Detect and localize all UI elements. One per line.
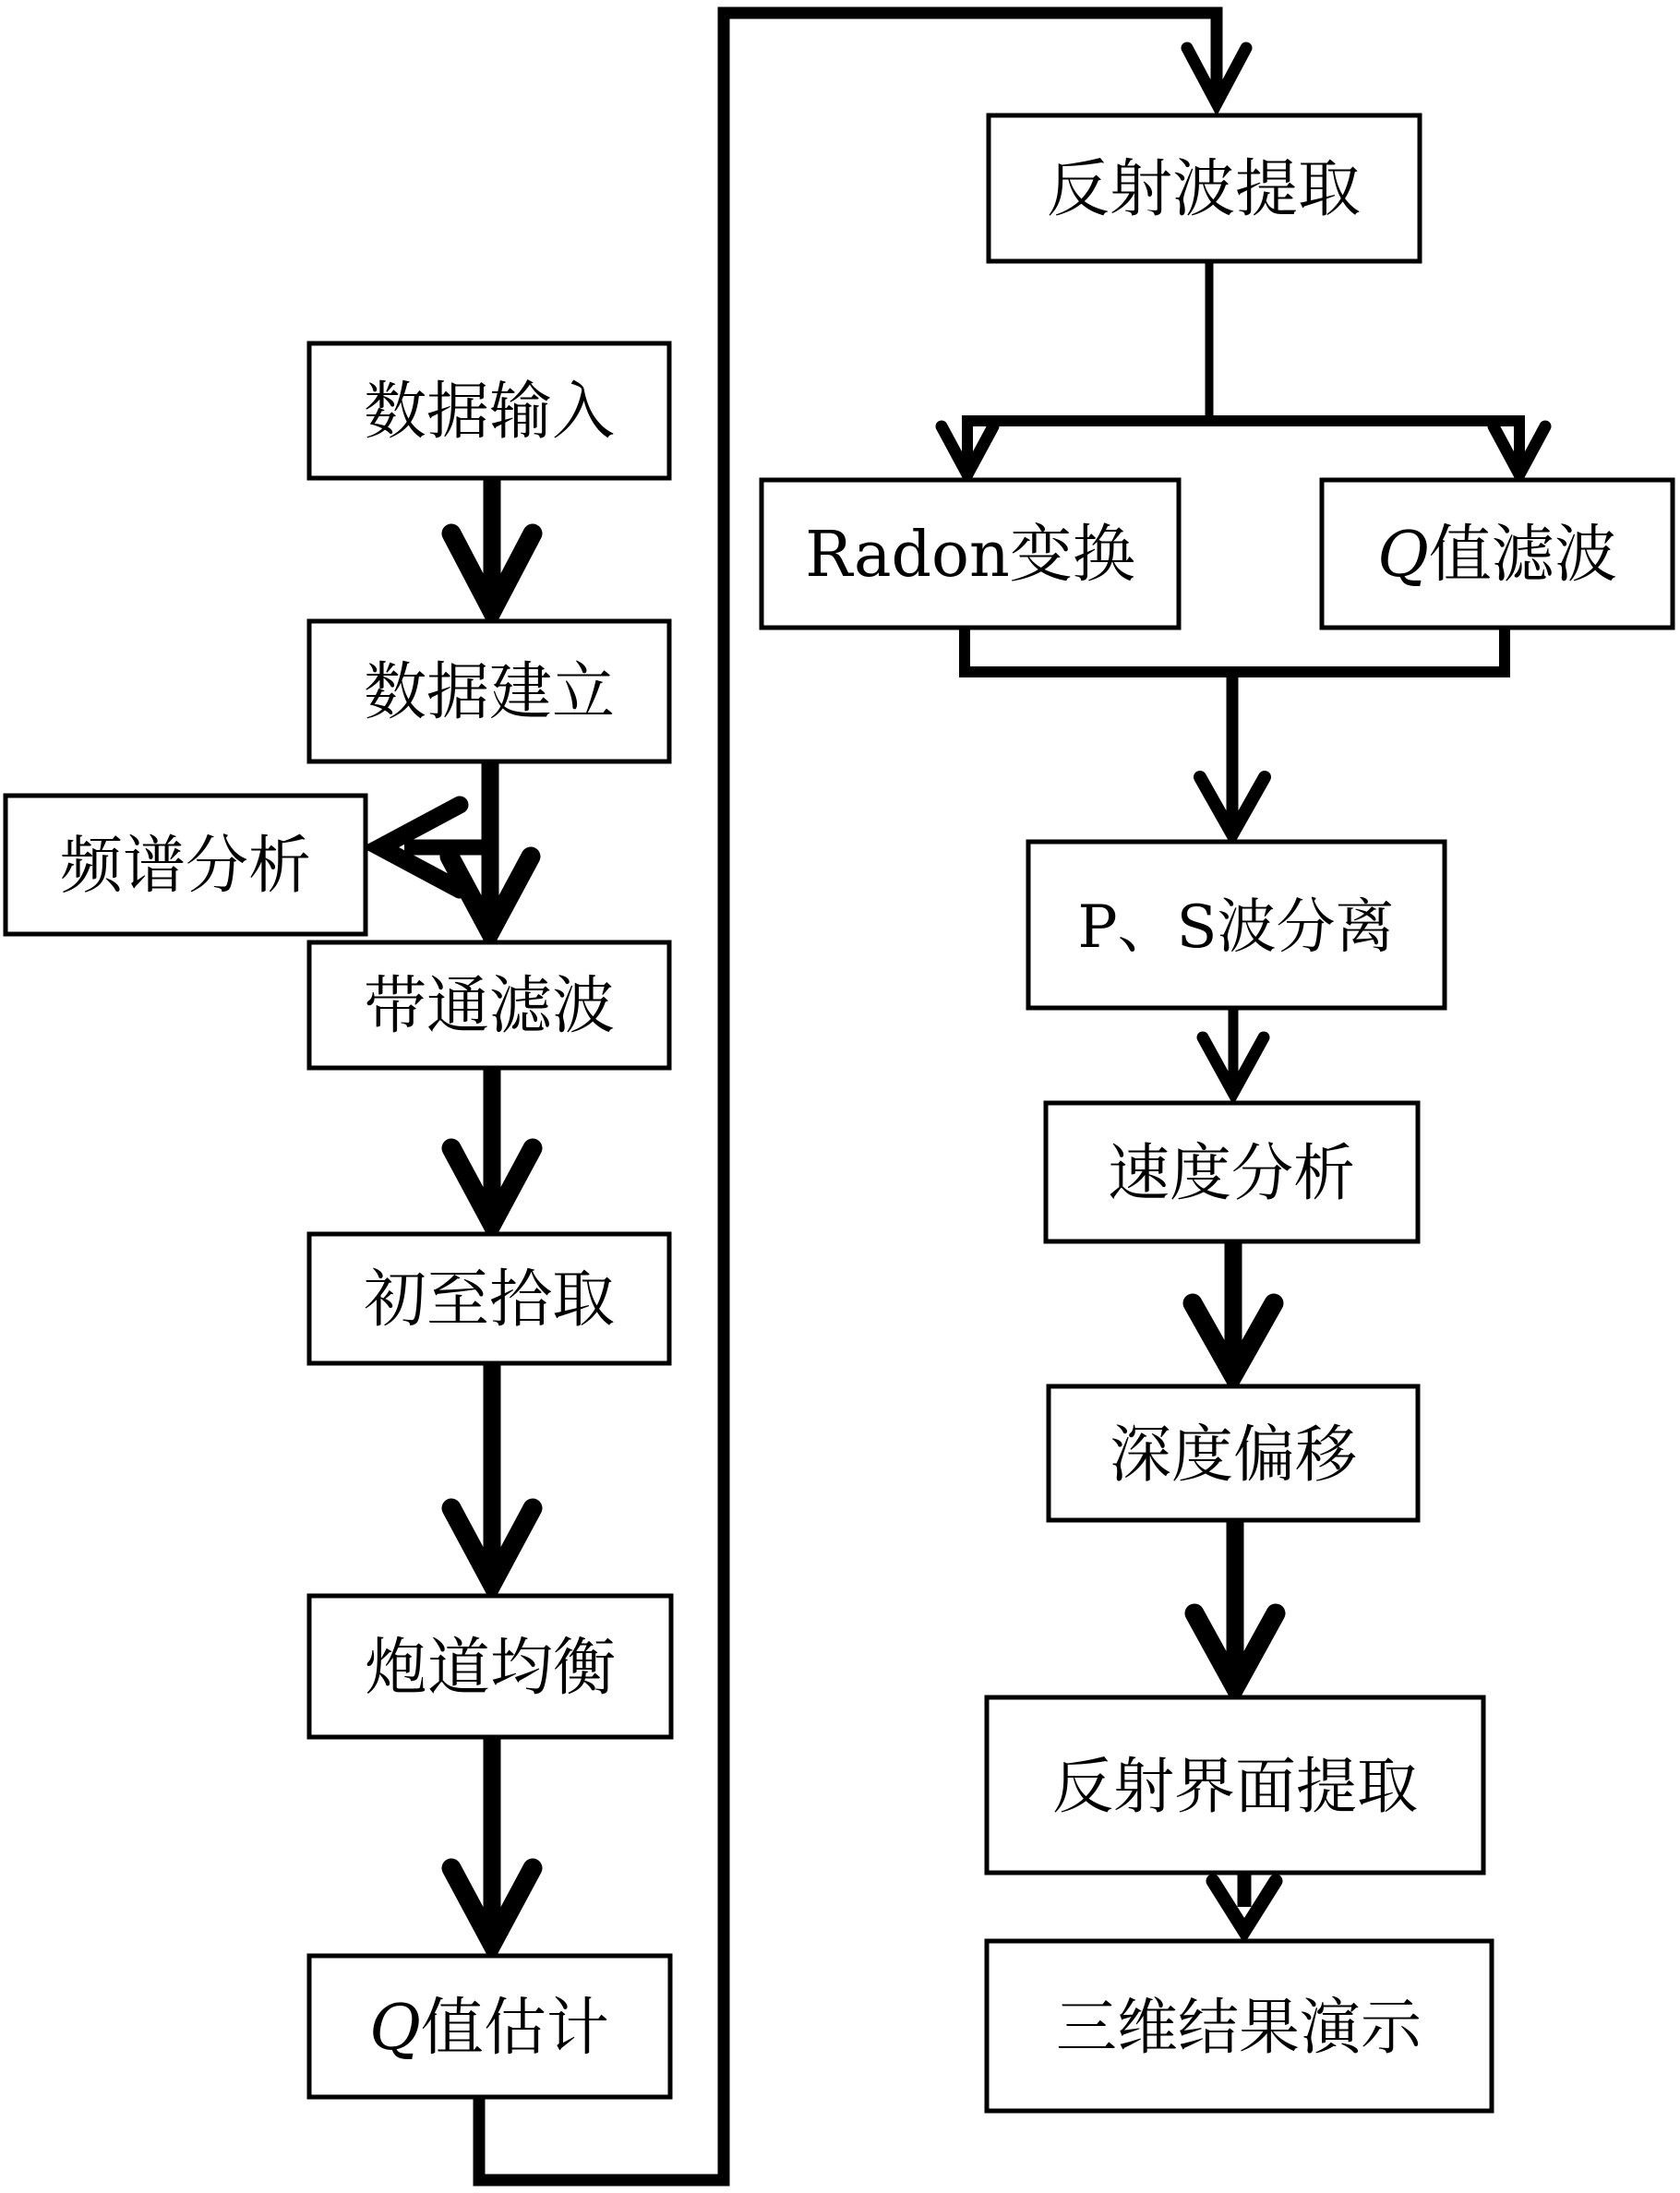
arrow-reflection-interface-to-3d-result [1213,1875,1276,1931]
flow-node-velocity-analysis-label: 速度分析 [1108,1137,1355,1209]
flow-node-first-arrival-picking-label: 初至拾取 [363,1264,616,1336]
flow-node-bandpass-filter [309,942,669,1068]
flow-node-radon-transform [762,480,1179,628]
arrow-velocity-analysis-to-depth-migration [1193,1242,1274,1375]
arrow-data-setup-to-spectrum-analysis [380,805,498,890]
flow-node-q-estimation [309,1956,670,2097]
arrow-shot-equalization-to-q-estimation [451,1739,533,1944]
flow-node-velocity-analysis [1046,1103,1418,1241]
flow-node-shot-trace-equalization [309,1596,671,1737]
flow-node-data-input [309,343,669,478]
flow-node-depth-migration [1049,1386,1418,1520]
flow-node-spectrum-analysis-label: 频谱分析 [59,830,312,903]
flow-node-data-setup [309,621,669,761]
flow-node-3d-result-display [987,1941,1492,2111]
flow-node-data-input-label: 数据输入 [363,376,616,449]
arrow-depth-migration-to-reflection-interface [1194,1522,1276,1687]
flow-node-shot-trace-equalization-label: 炮道均衡 [364,1632,617,1705]
flow-node-q-filtering-label: Q值滤波 [1377,519,1617,592]
flow-node-ps-wave-separation [1028,842,1445,1008]
flow-node-depth-migration-label: 深度偏移 [1110,1419,1357,1491]
flow-node-spectrum-analysis [6,796,366,934]
flow-node-reflection-wave-extraction [989,115,1420,261]
merge-radon-and-q-filtering-to-ps-separation [965,629,1505,834]
arrow-bandpass-filter-to-first-arrival [451,1070,533,1224]
flow-node-reflection-wave-extraction-label: 反射波提取 [1046,153,1362,226]
flow-node-data-setup-label: 数据建立 [363,656,616,729]
flow-node-q-filtering [1322,480,1673,628]
arrow-data-input-to-data-setup [451,480,533,611]
flow-node-3d-result-display-label: 三维结果演示 [1056,1992,1422,2063]
flow-node-reflection-interface-extraction-label: 反射界面提取 [1052,1751,1418,1822]
flow-node-first-arrival-picking [309,1234,669,1363]
flow-node-q-estimation-label: Q值估计 [369,1992,609,2065]
arrow-ps-separation-to-velocity-analysis [1203,1010,1264,1093]
arrow-first-arrival-to-shot-equalization [451,1365,533,1584]
split-reflection-wave-to-radon-and-q-filtering [942,263,1545,474]
flow-node-reflection-interface-extraction [987,1697,1483,1873]
flow-node-ps-wave-separation-label: P、S波分离 [1077,893,1395,962]
flow-node-radon-transform-label: Radon变换 [805,519,1135,592]
flow-node-bandpass-filter-label: 带通滤波 [363,970,616,1043]
